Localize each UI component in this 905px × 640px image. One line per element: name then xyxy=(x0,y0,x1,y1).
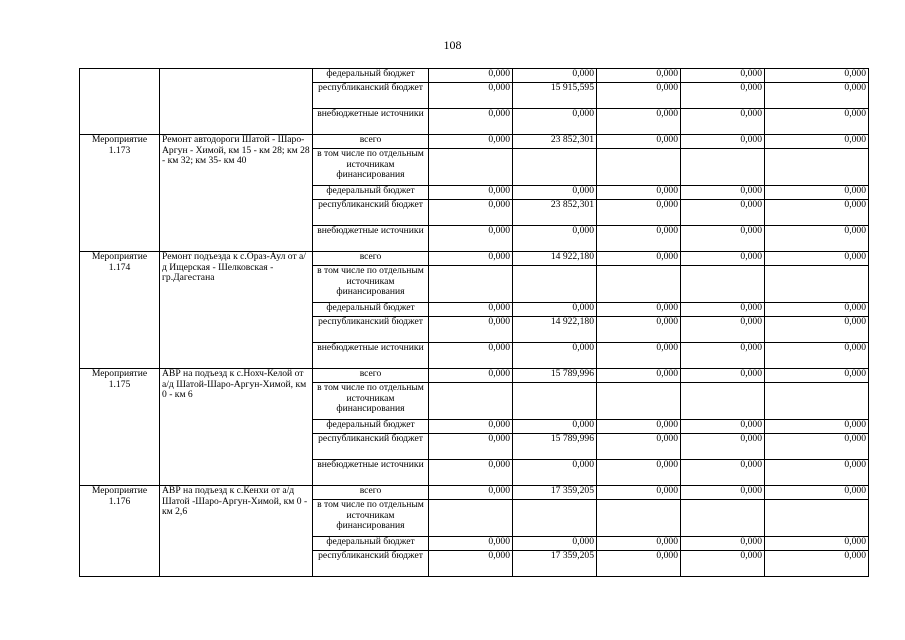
value-cell: 0,000 xyxy=(681,135,765,149)
value-cell: 0,000 xyxy=(597,486,681,500)
value-cell xyxy=(597,149,681,186)
value-cell xyxy=(765,383,869,420)
value-cell xyxy=(681,383,765,420)
measure-name-cell xyxy=(160,69,313,135)
value-cell: 15 789,996 xyxy=(513,434,597,460)
value-cell: 0,000 xyxy=(681,317,765,343)
funding-source-cell: республиканский бюджет xyxy=(313,434,429,460)
value-cell: 0,000 xyxy=(513,420,597,434)
value-cell: 0,000 xyxy=(681,69,765,83)
table-row xyxy=(80,252,869,266)
funding-source-cell: всего xyxy=(313,252,429,266)
value-cell: 0,000 xyxy=(681,420,765,434)
funding-source-cell: в том числе по отдельным источникам финансирования xyxy=(313,266,429,303)
value-cell: 0,000 xyxy=(513,537,597,551)
value-cell: 0,000 xyxy=(681,200,765,226)
funding-source-cell: республиканский бюджет xyxy=(313,83,429,109)
value-cell: 0,000 xyxy=(429,186,513,200)
value-cell xyxy=(681,500,765,537)
value-cell: 0,000 xyxy=(765,303,869,317)
measure-id-cell: Мероприятие 1.176 xyxy=(80,486,160,577)
value-cell: 0,000 xyxy=(429,109,513,135)
value-cell: 0,000 xyxy=(681,369,765,383)
funding-source-cell: республиканский бюджет xyxy=(313,551,429,577)
value-cell: 0,000 xyxy=(429,369,513,383)
value-cell: 0,000 xyxy=(597,460,681,486)
value-cell xyxy=(513,500,597,537)
value-cell: 0,000 xyxy=(597,303,681,317)
value-cell xyxy=(513,266,597,303)
value-cell: 0,000 xyxy=(513,186,597,200)
value-cell: 0,000 xyxy=(681,551,765,577)
value-cell: 14 922,180 xyxy=(513,252,597,266)
value-cell: 0,000 xyxy=(765,252,869,266)
value-cell xyxy=(765,149,869,186)
value-cell: 0,000 xyxy=(765,537,869,551)
value-cell: 0,000 xyxy=(765,226,869,252)
value-cell xyxy=(513,149,597,186)
value-cell: 0,000 xyxy=(429,343,513,369)
value-cell: 0,000 xyxy=(681,109,765,135)
value-cell: 0,000 xyxy=(429,486,513,500)
funding-source-cell: внебюджетные источники xyxy=(313,460,429,486)
funding-source-cell: внебюджетные источники xyxy=(313,343,429,369)
value-cell xyxy=(597,383,681,420)
measure-name-cell: АВР на подъезд к с.Кенхи от а/д Шатой -Шаро-Аргун-Химой, км 0 - км 2,6 xyxy=(160,486,313,577)
value-cell: 15 915,595 xyxy=(513,83,597,109)
value-cell xyxy=(765,266,869,303)
value-cell: 0,000 xyxy=(681,486,765,500)
table-row xyxy=(80,369,869,383)
value-cell: 0,000 xyxy=(597,317,681,343)
value-cell xyxy=(429,266,513,303)
value-cell xyxy=(681,149,765,186)
funding-source-cell: внебюджетные источники xyxy=(313,109,429,135)
measure-name-cell: Ремонт подъезда к с.Ораз-Аул от а/д Ищерская - Шелковская - гр.Дагестана xyxy=(160,252,313,369)
measure-name-cell: Ремонт автодороги Шатой - Шаро-Аргун - Химой, км 15 - км 28; км 28 - км 32; км 35- км 40 xyxy=(160,135,313,252)
value-cell: 23 852,301 xyxy=(513,135,597,149)
value-cell: 0,000 xyxy=(765,200,869,226)
value-cell: 0,000 xyxy=(681,303,765,317)
value-cell: 0,000 xyxy=(681,83,765,109)
funding-source-cell: федеральный бюджет xyxy=(313,303,429,317)
funding-source-cell: федеральный бюджет xyxy=(313,186,429,200)
value-cell: 17 359,205 xyxy=(513,486,597,500)
value-cell: 0,000 xyxy=(681,252,765,266)
table-row xyxy=(80,486,869,500)
value-cell: 0,000 xyxy=(429,537,513,551)
value-cell: 0,000 xyxy=(765,69,869,83)
funding-source-cell: всего xyxy=(313,369,429,383)
budget-table xyxy=(79,68,869,577)
value-cell: 0,000 xyxy=(765,135,869,149)
value-cell: 0,000 xyxy=(513,303,597,317)
value-cell: 0,000 xyxy=(597,343,681,369)
value-cell: 0,000 xyxy=(597,551,681,577)
funding-source-cell: в том числе по отдельным источникам финансирования xyxy=(313,149,429,186)
funding-source-cell: всего xyxy=(313,135,429,149)
value-cell: 0,000 xyxy=(765,109,869,135)
measure-id-cell: Мероприятие 1.173 xyxy=(80,135,160,252)
value-cell: 23 852,301 xyxy=(513,200,597,226)
value-cell: 0,000 xyxy=(597,200,681,226)
funding-source-cell: федеральный бюджет xyxy=(313,69,429,83)
value-cell: 0,000 xyxy=(765,186,869,200)
funding-source-cell: республиканский бюджет xyxy=(313,317,429,343)
funding-source-cell: федеральный бюджет xyxy=(313,537,429,551)
page-number: 108 xyxy=(443,38,462,52)
value-cell: 0,000 xyxy=(765,460,869,486)
table-row xyxy=(80,69,869,83)
value-cell: 0,000 xyxy=(597,420,681,434)
value-cell: 0,000 xyxy=(765,551,869,577)
funding-source-cell: республиканский бюджет xyxy=(313,200,429,226)
value-cell: 0,000 xyxy=(597,83,681,109)
value-cell: 0,000 xyxy=(765,434,869,460)
value-cell xyxy=(429,500,513,537)
value-cell: 0,000 xyxy=(765,420,869,434)
funding-source-cell: всего xyxy=(313,486,429,500)
funding-source-cell: внебюджетные источники xyxy=(313,226,429,252)
value-cell: 0,000 xyxy=(429,420,513,434)
measure-id-cell: Мероприятие 1.175 xyxy=(80,369,160,486)
value-cell xyxy=(765,500,869,537)
value-cell: 0,000 xyxy=(597,537,681,551)
value-cell: 0,000 xyxy=(681,460,765,486)
table-row xyxy=(80,135,869,149)
value-cell xyxy=(681,266,765,303)
value-cell: 0,000 xyxy=(765,317,869,343)
value-cell: 15 789,996 xyxy=(513,369,597,383)
value-cell: 0,000 xyxy=(429,317,513,343)
value-cell: 0,000 xyxy=(597,186,681,200)
value-cell: 0,000 xyxy=(681,226,765,252)
value-cell: 0,000 xyxy=(429,551,513,577)
value-cell: 0,000 xyxy=(429,200,513,226)
value-cell: 0,000 xyxy=(597,252,681,266)
value-cell: 0,000 xyxy=(429,303,513,317)
value-cell xyxy=(513,383,597,420)
measure-id-cell: Мероприятие 1.174 xyxy=(80,252,160,369)
value-cell xyxy=(597,266,681,303)
value-cell: 0,000 xyxy=(429,460,513,486)
value-cell: 0,000 xyxy=(429,434,513,460)
value-cell xyxy=(429,149,513,186)
value-cell: 0,000 xyxy=(597,109,681,135)
value-cell: 0,000 xyxy=(429,252,513,266)
value-cell: 0,000 xyxy=(765,369,869,383)
value-cell: 0,000 xyxy=(429,226,513,252)
value-cell: 0,000 xyxy=(597,135,681,149)
value-cell: 0,000 xyxy=(681,537,765,551)
value-cell: 0,000 xyxy=(597,434,681,460)
value-cell: 0,000 xyxy=(429,135,513,149)
value-cell: 0,000 xyxy=(681,343,765,369)
funding-source-cell: федеральный бюджет xyxy=(313,420,429,434)
value-cell: 17 359,205 xyxy=(513,551,597,577)
value-cell: 0,000 xyxy=(429,83,513,109)
funding-source-cell: в том числе по отдельным источникам финансирования xyxy=(313,500,429,537)
value-cell: 0,000 xyxy=(765,83,869,109)
value-cell: 0,000 xyxy=(681,434,765,460)
value-cell: 0,000 xyxy=(765,343,869,369)
value-cell: 0,000 xyxy=(429,69,513,83)
value-cell: 0,000 xyxy=(597,369,681,383)
value-cell xyxy=(429,383,513,420)
value-cell: 0,000 xyxy=(681,186,765,200)
value-cell: 14 922,180 xyxy=(513,317,597,343)
value-cell: 0,000 xyxy=(513,109,597,135)
funding-source-cell: в том числе по отдельным источникам финансирования xyxy=(313,383,429,420)
value-cell: 0,000 xyxy=(513,343,597,369)
measure-id-cell xyxy=(80,69,160,135)
value-cell xyxy=(597,500,681,537)
value-cell: 0,000 xyxy=(513,460,597,486)
value-cell: 0,000 xyxy=(597,69,681,83)
value-cell: 0,000 xyxy=(513,226,597,252)
measure-name-cell: АВР на подъезд к с.Нохч-Келой от а/д Шатой-Шаро-Аргун-Химой, км 0 - км 6 xyxy=(160,369,313,486)
value-cell: 0,000 xyxy=(513,69,597,83)
value-cell: 0,000 xyxy=(765,486,869,500)
value-cell: 0,000 xyxy=(597,226,681,252)
